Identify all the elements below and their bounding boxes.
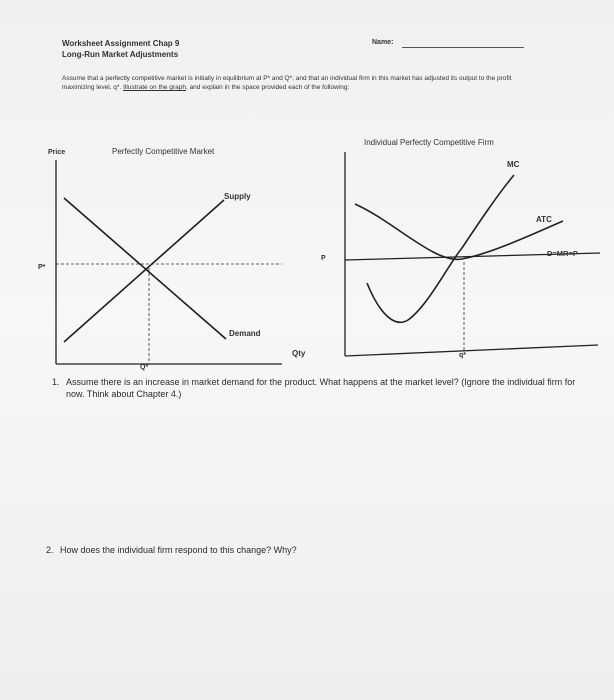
market-x-axis-label: Qty [292, 349, 306, 358]
name-label: Name: [372, 39, 394, 46]
atc-label: ATC [536, 215, 552, 224]
question-2-text: How does the individual firm respond to this change? Why? [60, 545, 297, 555]
question-1-number: 1. [52, 377, 60, 387]
supply-label: Supply [224, 192, 251, 201]
worksheet-title: Worksheet Assignment Chap 9 [62, 39, 180, 48]
instructions-text: Assume that a perfectly competitive market is initially in equilibrium at P* and Q*, and that an individual firm in this market has adjusted its output to the profit maximizing level, q*. [62, 75, 512, 91]
instructions-text-end: , and explain in the space provided each of the following: [185, 84, 350, 91]
worksheet-subtitle: Long-Run Market Adjustments [62, 50, 179, 59]
demand-label: Demand [229, 329, 261, 338]
question-1-text: Assume there is an increase in market demand for the product. What happens at the market level? (Ignore the individual firm for now. Think about Chapter 4.) [66, 377, 576, 399]
market-y-axis-label: Price [48, 149, 66, 156]
market-graph-title: Perfectly Competitive Market [112, 147, 215, 156]
firm-graph-title: Individual Perfectly Competitive Firm [364, 138, 494, 147]
price-star-marker: P* [38, 264, 46, 271]
supply-curve [64, 200, 224, 342]
firm-x-axis [345, 345, 598, 356]
firm-demand-label: D=MR=P [547, 249, 578, 258]
firm-quantity-marker: q* [459, 352, 466, 359]
mc-label: MC [507, 160, 520, 169]
question-2-number: 2. [46, 545, 54, 555]
quantity-star-marker: Q* [140, 364, 149, 371]
instructions-link: Illustrate on the graph [123, 84, 186, 91]
mc-curve [367, 175, 514, 322]
firm-price-axis-label: P [321, 255, 326, 262]
